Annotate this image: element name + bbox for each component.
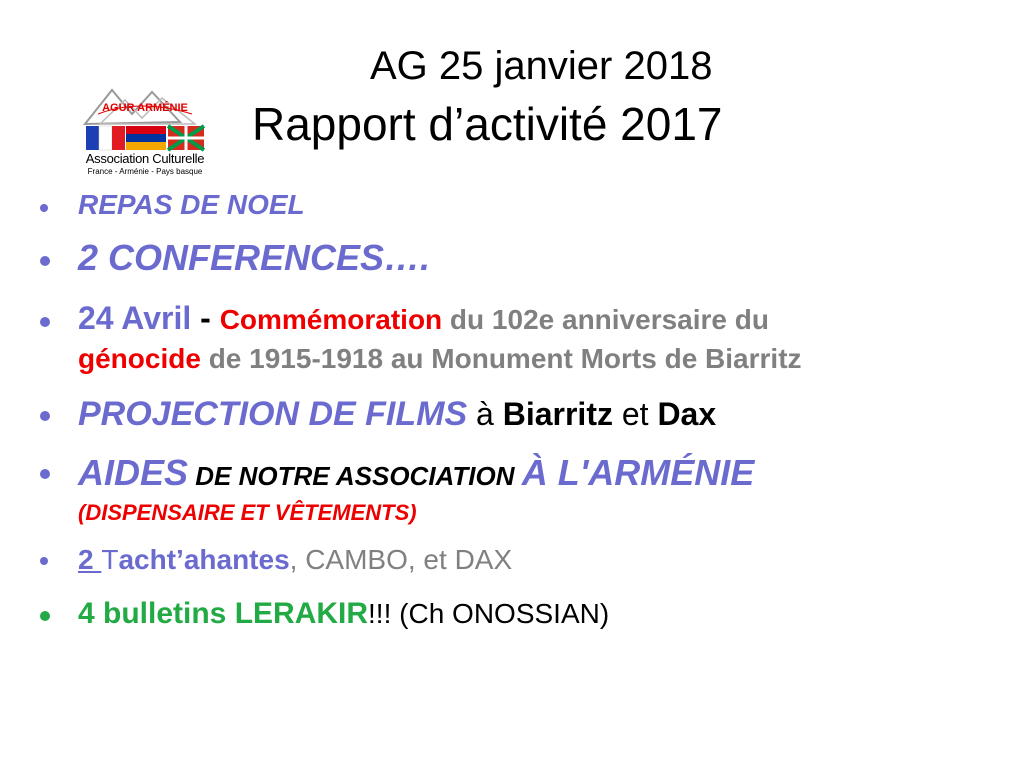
bullet-icon bbox=[40, 204, 48, 212]
logo-tagline: France - Arménie - Pays basque bbox=[87, 167, 203, 176]
bullet-icon bbox=[40, 469, 50, 479]
highlight-text: génocide bbox=[78, 343, 201, 374]
bullet-icon bbox=[40, 611, 50, 621]
highlight-text: PROJECTION DE FILMS bbox=[78, 395, 468, 433]
bullet-icon bbox=[40, 557, 48, 565]
bullet-text bbox=[78, 592, 609, 636]
body-text: du 102e anniversaire du bbox=[442, 304, 769, 335]
bullet-text-line-2 bbox=[78, 340, 802, 378]
slide-title-line-2: Rapport d’activité 2017 bbox=[252, 98, 723, 150]
highlight-text: 4 bulletins LERAKIR bbox=[78, 597, 369, 630]
place-text: Biarritz bbox=[502, 396, 613, 432]
bullet-icon bbox=[40, 411, 50, 421]
date-text: 24 Avril bbox=[78, 300, 192, 336]
highlight-text: acht’ahantes bbox=[118, 544, 290, 575]
body-text: à bbox=[467, 396, 503, 432]
bullet-text-line-2: (DISPENSAIRE ET VÊTEMENTS) bbox=[78, 500, 417, 525]
highlight-text: Commémoration bbox=[219, 304, 443, 335]
highlight-text: À L'ARMÉNIE bbox=[521, 452, 755, 493]
bullet-text: REPAS DE NOEL bbox=[78, 189, 305, 220]
body-text: T bbox=[101, 544, 119, 575]
body-text: DE NOTRE ASSOCIATION bbox=[188, 461, 522, 491]
body-text: , CAMBO, et DAX bbox=[289, 544, 513, 575]
place-text: Dax bbox=[657, 396, 717, 432]
count-text: 2 bbox=[78, 544, 102, 575]
separator-text: - bbox=[191, 300, 220, 336]
bullet-text bbox=[78, 392, 716, 436]
slide-title-line-1: AG 25 janvier 2018 bbox=[370, 44, 713, 88]
bullet-text: 2 CONFERENCES…. bbox=[78, 237, 431, 278]
bullet-icon bbox=[40, 256, 50, 266]
body-text: de 1915-1918 au Monument Morts de Biarritz bbox=[200, 343, 802, 374]
bullet-icon bbox=[40, 317, 50, 327]
logo-banner-text: AGUR ARMÉNIE bbox=[102, 102, 188, 114]
logo-subtitle: Association Culturelle bbox=[85, 151, 205, 166]
body-text: !!! (Ch ONOSSIAN) bbox=[368, 598, 610, 629]
bullet-text-line-1 bbox=[78, 299, 769, 339]
body-text: et bbox=[612, 396, 658, 432]
highlight-text: AIDES bbox=[78, 452, 189, 493]
bullet-text-line-1 bbox=[78, 450, 754, 504]
bullet-text bbox=[78, 540, 512, 580]
